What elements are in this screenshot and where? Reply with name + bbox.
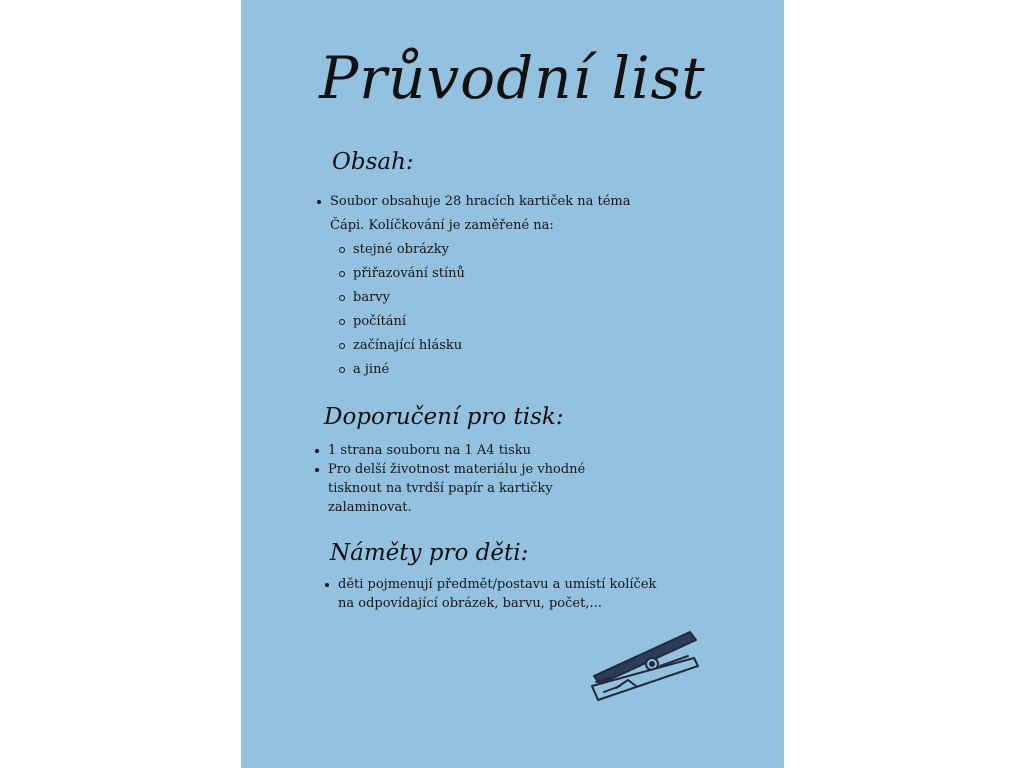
- list-item: [315, 460, 735, 517]
- section-heading-tisk: Doporučení pro tisk:: [324, 404, 564, 430]
- sublist-item: barvy: [339, 286, 719, 310]
- list-item-line: Čápi. Kolíčkování je zaměřené na:: [330, 218, 554, 233]
- sublist-item: přiřazování stínů: [339, 262, 719, 286]
- list-item: [315, 441, 735, 460]
- obsah-sublist: [339, 238, 719, 382]
- document-page: [241, 0, 784, 768]
- sublist-item: začínající hlásku: [339, 334, 719, 358]
- list-item: [317, 190, 737, 238]
- sublist-item: počítání: [339, 310, 719, 334]
- list-item-line: 1 strana souboru na 1 A4 tisku: [328, 443, 532, 458]
- list-item-line: zalaminovat.: [328, 500, 412, 515]
- list-item-line: Soubor obsahuje 28 hracích kartiček na téma: [330, 194, 631, 209]
- section-heading-namety: Náměty pro děti:: [330, 540, 529, 566]
- tisk-list: [315, 441, 735, 517]
- list-item-line: na odpovídající obrázek, barvu, počet,...: [338, 596, 602, 611]
- list-item-line: Pro delší životnost materiálu je vhodné: [328, 462, 586, 477]
- obsah-list: [317, 190, 737, 238]
- namety-list: [325, 575, 765, 613]
- sublist-item: stejné obrázky: [339, 238, 719, 262]
- sublist-item: a jiné: [339, 358, 719, 382]
- list-item-line: tisknout na tvrdší papír a kartičky: [328, 481, 553, 496]
- list-item: [325, 575, 765, 613]
- clothespin-icon: [590, 626, 702, 706]
- section-heading-obsah: Obsah:: [332, 149, 414, 175]
- page-title: Průvodní list: [319, 44, 706, 112]
- list-item-line: děti pojmenují předmět/postavu a umístí kolíček: [338, 577, 657, 592]
